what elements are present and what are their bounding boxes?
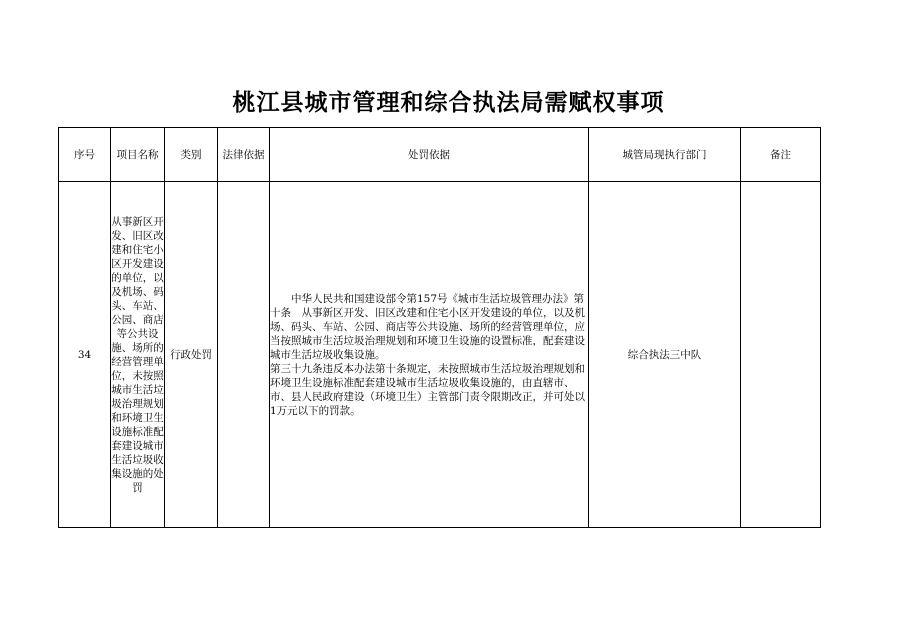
header-legal-basis: 法律依据 xyxy=(218,128,270,182)
penalty-basis-paragraph-1: 中华人民共和国建设部令第157号《城市生活垃圾管理办法》第十条 从事新区开发、旧区改建和住宅小区开发建设的单位，以及机场、码头、车站、公园、商店等公共设施、场所的经营管理单位，应当按照城市生活垃圾治理规划和环境卫生设施的设置标准，配套建设城市生活垃圾收集设施。 xyxy=(270,292,585,361)
cell-department: 综合执法三中队 xyxy=(589,182,741,528)
header-index: 序号 xyxy=(59,128,111,182)
authorization-items-table xyxy=(58,127,821,528)
page-title: 桃江县城市管理和综合执法局需赋权事项 xyxy=(232,90,665,116)
header-item-name: 项目名称 xyxy=(111,128,165,182)
header-category: 类别 xyxy=(165,128,218,182)
header-remarks: 备注 xyxy=(741,128,821,182)
penalty-basis-paragraph-2: 第三十九条违反本办法第十条规定，未按照城市生活垃圾治理规划和环境卫生设施标准配套建设城市生活垃圾收集设施的，由直辖市、市、县人民政府建设（环境卫生）主管部门责令限期改正，并可处以1万元以下的罚款。 xyxy=(270,362,585,417)
cell-index: 34 xyxy=(59,182,111,528)
table-row xyxy=(59,182,821,528)
cell-legal-basis xyxy=(218,182,270,528)
header-department: 城管局现执行部门 xyxy=(589,128,741,182)
table-header-row xyxy=(59,128,821,182)
cell-category: 行政处罚 xyxy=(165,182,218,528)
cell-item-name: 从事新区开发、旧区改建和住宅小区开发建设的单位，以及机场、码头、车站、公园、商店等公共设施、场所的经营管理单位，未按照城市生活垃圾治理规划和环境卫生设施标准配套建设城市生活垃圾收集设施的处罚 xyxy=(111,182,165,528)
cell-remarks xyxy=(741,182,821,528)
cell-penalty-basis xyxy=(270,182,589,528)
header-penalty-basis: 处罚依据 xyxy=(270,128,589,182)
